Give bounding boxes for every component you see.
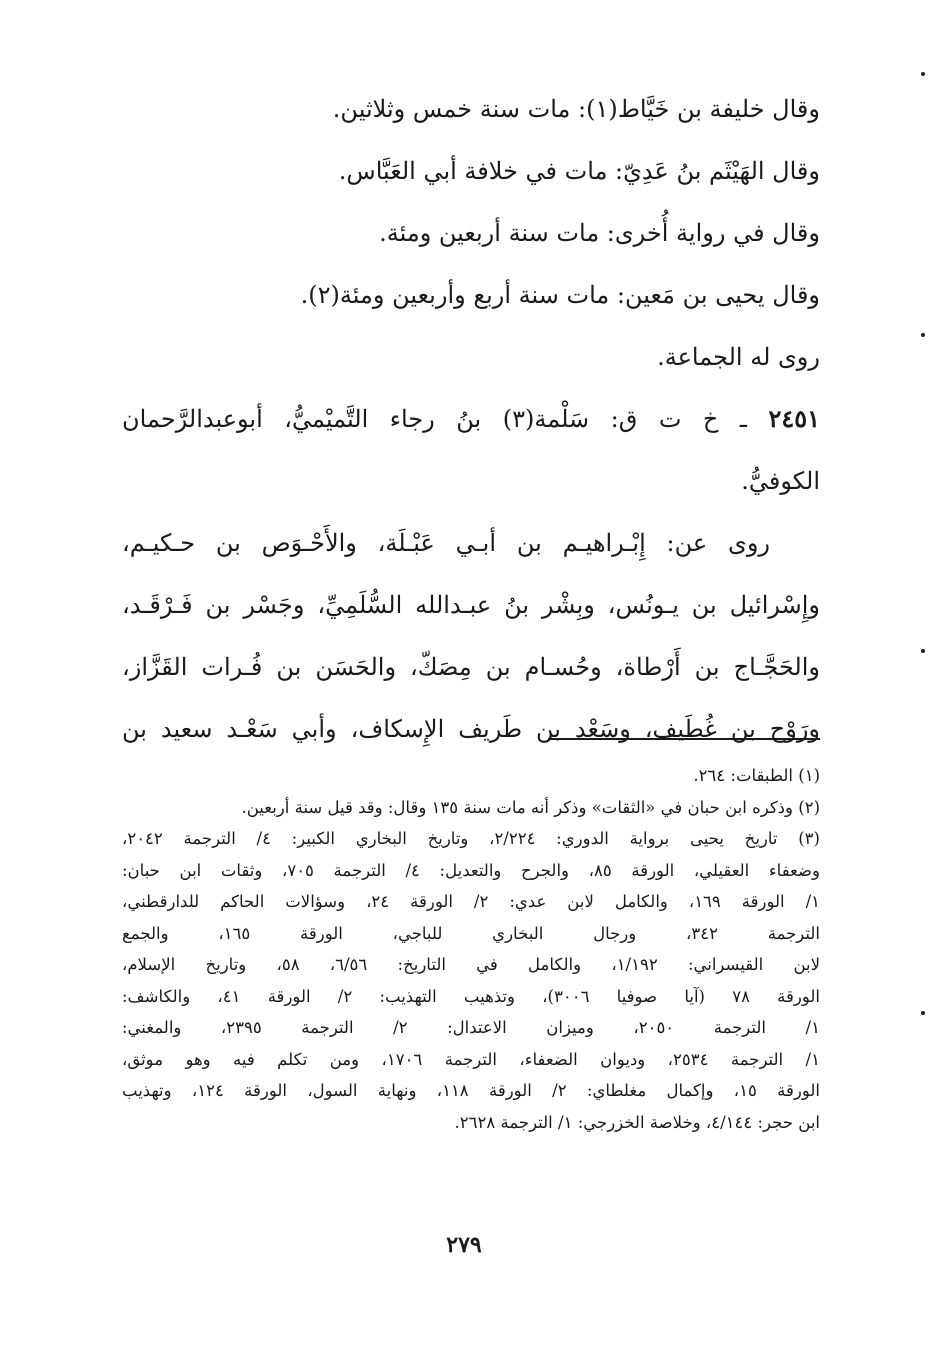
footnote-3-line: ١/ الورقة ١٦٩، والكامل لابن عدي: ٢/ الورقة ٢٤، وسؤالات الحاكم للدارقطني، <box>122 892 820 911</box>
footnote-2: (٢) وذكره ابن حبان في «الثقات» وذكر أنه مات سنة ١٣٥ وقال: وقد قيل سنة أربعين. <box>241 797 820 817</box>
footnote-3-line: ١/ الترجمة ٢٠٥٠، وميزان الاعتدال: ٢/ الترجمة ٢٣٩٥، والمغني: <box>122 1018 820 1037</box>
footnote-3-line: الورقة ٧٨ (آيا صوفيا ٣٠٠٦)، وتذهيب التهذيب: ٢/ الورقة ٤١، والكاشف: <box>122 986 820 1006</box>
narration-line: والحَجَّـاج بن أَرْطاة، وحُسـام بن مِصَكّ، والحَسَن بن فُـرات القَزَّاز، <box>122 653 820 681</box>
footnote-3-line: (٣) تاريخ يحيى برواية الدوري: ٢/٢٢٤، وتاريخ البخاري الكبير: ٤/ الترجمة ٢٠٤٢، <box>122 829 820 848</box>
scan-mark <box>921 649 925 653</box>
footnote-separator <box>548 738 820 740</box>
narration-line: ورَوْح بن غُطَيف، وسَعْد بن طَريف الإِسكاف، وأبي سَعْـد سعيد بن <box>122 715 820 743</box>
entry-number: ٢٤٥١ <box>768 404 820 433</box>
footnote-3-line: الورقة ١٥، وإكمال مغلطاي: ٢/ الورقة ١١٨، ونهاية السول، الورقة ١٢٤، وتهذيب <box>122 1081 820 1100</box>
entry-heading-continuation: الكوفيُّ. <box>741 467 820 495</box>
narration-line: روى عن: إِبْـراهيـم بن أبـي عَبْـلَة، والأَحْـوَص بن حـكيـم، <box>122 529 770 557</box>
footnote-1: (١) الطبقات: ٢٦٤. <box>693 766 820 785</box>
narration-line: وإِسْرائيل بن يـونُس، وبِشْر بنُ عبـدالله السُّلَمِيِّ، وجَسْر بن فَـرْقَـد، <box>122 591 820 619</box>
scan-mark <box>921 72 925 76</box>
scan-mark <box>921 1011 925 1015</box>
text-line: وقال الهَيْثَم بنُ عَدِيّ: مات في خلافة أبي العَبَّاس. <box>338 157 820 185</box>
footnote-3-line: ١/ الترجمة ٢٥٣٤، وديوان الضعفاء، الترجمة ١٧٠٦، ومن تكلم فيه وهو موثق، <box>122 1049 820 1069</box>
main-text <box>122 78 820 760</box>
footnote-3-line: ابن حجر: ٤/١٤٤، وخلاصة الخزرجي: ١/ الترجمة ٢٦٢٨. <box>454 1112 820 1132</box>
text-line: وقال يحيى بن مَعين: مات سنة أربع وأربعين ومئة(٢). <box>300 281 820 309</box>
text-line: وقال في رواية أُخرى: مات سنة أربعين ومئة. <box>379 219 820 247</box>
entry-heading-text: ـ خ ت ق: سَلْمة(٣) بنُ رجاء التَّميْميُّ، أبوعبدالرَّحمان <box>122 405 747 433</box>
text-line: روى له الجماعة. <box>657 343 820 371</box>
entry-heading <box>122 388 820 450</box>
footnotes <box>122 760 820 1138</box>
footnote-3-line: الترجمة ٣٤٢، ورجال البخاري للباجي، الورقة ١٦٥، والجمع <box>122 923 820 943</box>
page-number: ٢٧٩ <box>446 1232 482 1258</box>
footnote-3-line: لابن القيسراني: ١/١٩٢، والكامل في التاريخ: ٦/٥٦، ٥٨، وتاريخ الإسلام، <box>122 955 820 974</box>
scan-mark <box>921 333 925 337</box>
footnote-3-line: وضعفاء العقيلي، الورقة ٨٥، والجرح والتعديل: ٤/ الترجمة ٧٠٥، وثقات ابن حبان: <box>122 860 820 880</box>
text-line: وقال خليفة بن خَيَّاط(١): مات سنة خمس وثلاثين. <box>332 95 820 123</box>
